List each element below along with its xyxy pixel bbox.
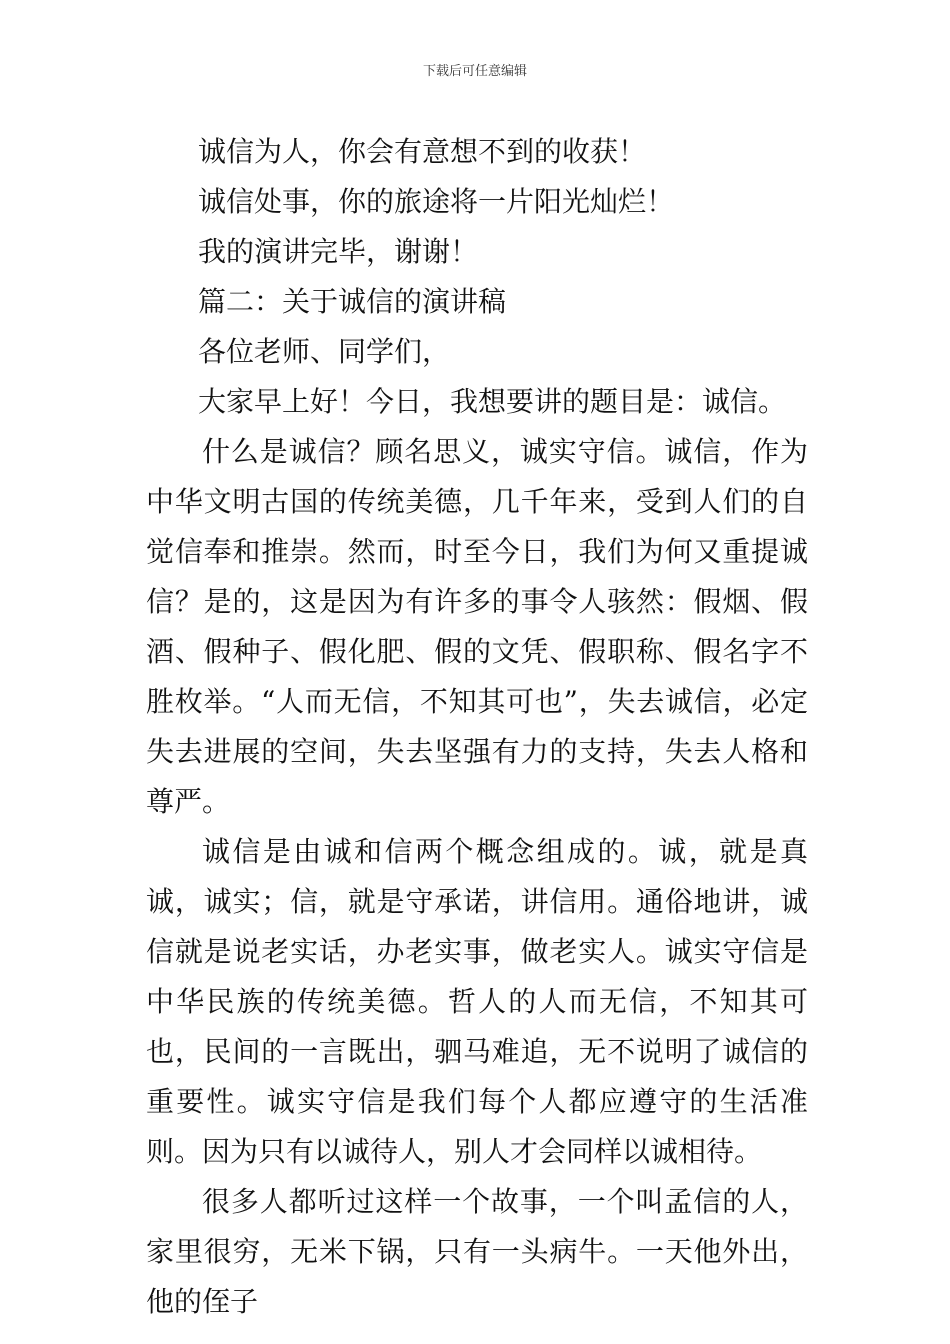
text-line: 诚信处事，你的旅途将一片阳光灿烂！ <box>198 185 675 218</box>
paragraph: 什么是诚信？顾名思义，诚实守信。诚信，作为中华文明古国的传统美德，几千年来，受到人们的自觉信奉和推崇。然而，时至今日，我们为何又重提诚信？是的，这是因为有许多的事令人骇然：假烟、假酒、假种子、假化肥、假的文凭、假职称、假名字不胜枚举。“人而无信，不知其可也”，失去诚信，必定失去进展的空间，失去坚强有力的支持，失去人格和尊严。 <box>146 435 808 818</box>
paragraph: 很多人都听过这样一个故事，一个叫孟信的人，家里很穷，无米下锅，只有一头病牛。一天他外出，他的侄子 <box>146 1185 808 1318</box>
salutation: 各位老师、同学们， <box>198 335 451 368</box>
page-header: 下载后可任意编辑 <box>422 64 527 79</box>
document-body <box>146 127 808 1327</box>
text-line: 我的演讲完毕，谢谢！ <box>198 235 479 268</box>
section-heading: 篇二：关于诚信的演讲稿 <box>198 285 507 318</box>
text-line: 大家早上好！今日，我想要讲的题目是：诚信。 <box>198 385 787 418</box>
paragraph: 诚信是由诚和信两个概念组成的。诚，就是真诚，诚实；信，就是守承诺，讲信用。通俗地讲，诚信就是说老实话，办老实事，做老实人。诚实守信是中华民族的传统美德。哲人的人而无信，不知其可也，民间的一言既出，驷马难追，无不说明了诚信的重要性。诚实守信是我们每个人都应遵守的生活准则。因为只有以诚待人，别人才会同样以诚相待。 <box>146 835 808 1168</box>
text-line: 诚信为人，你会有意想不到的收获！ <box>198 135 647 168</box>
